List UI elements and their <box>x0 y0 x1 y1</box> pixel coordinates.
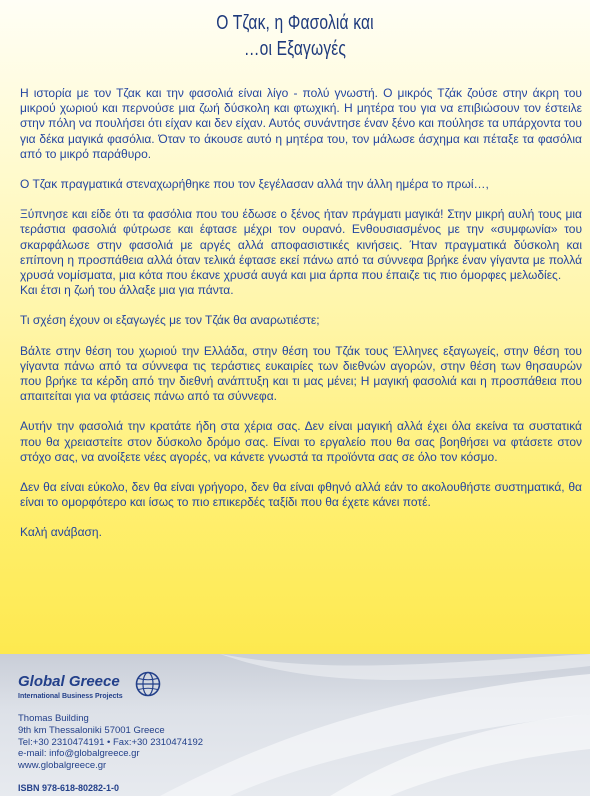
story-text <box>20 86 582 556</box>
paragraph: Δεν θα είναι εύκολο, δεν θα είναι γρήγορο, δεν θα είναι φθηνό αλλά εάν το ακολουθήστε συστηματικά, θα είναι το ομορφότερο και ίσως το πιο επικερδές ταξίδι που θα έχετε κάνει ποτέ. <box>20 480 582 510</box>
brand-tagline: International Business Projects <box>18 693 123 700</box>
paragraph: Βάλτε στην θέση του χωριού την Ελλάδα, στην θέση του Τζάκ τους Έλληνες εξαγωγείς, στην θέση του γίγαντα πάνω από τα σύννεφα τις τεράστιες ευκαιρίες των διεθνών αγορών, στην θέση των θησαυρών που βρήκε τα κέρδη από την διεθνή ανάπτυξη και τι μας μένει; Η μαγική φασολιά και η προσπάθεια που απαιτείται για να φτάσεις πάνω από τα σύννεφα. <box>20 343 582 404</box>
phone-fax: Tel:+30 2310474191 • Fax:+30 2310474192 <box>18 736 204 748</box>
contact-block <box>18 713 203 772</box>
email-link[interactable]: e-mail: info@globalgreece.gr <box>18 748 140 760</box>
paragraph: Και έτσι η ζωή του άλλαξε μια για πάντα. <box>20 283 234 298</box>
paragraph: Η ιστορία με τον Τζακ και την φασολιά είναι λίγο - πολύ γνωστή. Ο μικρός Τζάκ ζούσε στην άκρη του μικρού χωριού και περνούσε μια ζωή δύσκολη και φτωχική. Η μητέρα του για να επιβιώσουν τον έστειλε στην πόλη να πουλήσει ότι είχαν και δεν είχαν. Αυτός συνάντησε έναν ξένο και πούλησε τα υπάρχοντα του για δέκα μαγικά φασόλια. Όταν το άκουσε αυτό η μητέρα του, τον μάλωσε άσχημα και πέταξε τα φασόλια από το μικρό παράθυρο. <box>20 86 582 161</box>
paragraph: Ο Τζακ πραγματικά στεναχωρήθηκε που τον ξεγέλασαν αλλά την άλλη ημέρα το πρωί…, <box>20 177 489 192</box>
paragraph: Αυτήν την φασολιά την κρατάτε ήδη στα χέρια σας. Δεν είναι μαγική αλλά έχει όλα εκείνα τα συστατικά που θα χρειαστείτε στον δύσκολο δρόμο σας. Είναι το εργαλείο που θα σας βοηθήσει να φτάσετε στον στόχο σας, να ανοίξετε νέες αγορές, να κάνετε γνωστά τα προϊόντα σας σε όλο τον κόσμο. <box>20 419 582 464</box>
globe-icon <box>135 671 161 697</box>
isbn: ISBN 978-618-80282-1-0 <box>18 783 120 793</box>
brand-name: Global Greece <box>18 673 120 690</box>
paragraph: Τι σχέση έχουν οι εξαγωγές με τον Τζάκ θα αναρωτιέστε; <box>20 313 320 328</box>
page-subtitle: …οι Εξαγωγές <box>243 38 347 60</box>
address-line: Thomas Building <box>18 713 89 724</box>
paragraph: Ξύπνησε και είδε ότι τα φασόλια που του έδωσε ο ξένος ήταν πράγματι μαγικά! Στην μικρή αυλή τους μια τεράστια φασολιά φύτρωσε και έφτασε μέχρι τον ουρανό. Ενθουσιασμένος με την «συμφωνία» του σκαρφάλωσε στην φασολιά με αργές αλλά αποφασιστικές κινήσεις. Ήταν πραγματικά δύσκολη και επίπονη η προσπάθεια αλλά όταν τελικά έφτασε εκεί πάνω από τα σύννεφα βρήκε έναν γίγαντα με πολλά χρυσά νομίσματα, μια κότα που έκανε χρυσά αυγά και μια άρπα που έπαιζε τις πιο όμορφες μελωδίες. <box>20 207 582 283</box>
website-link[interactable]: www.globalgreece.gr <box>18 760 107 772</box>
page-title: Ο Τζακ, η Φασολιά και <box>216 12 374 34</box>
address-line: 9th km Thessaloniki 57001 Greece <box>18 724 165 736</box>
paragraph: Καλή ανάβαση. <box>20 525 102 540</box>
footer <box>0 654 590 796</box>
